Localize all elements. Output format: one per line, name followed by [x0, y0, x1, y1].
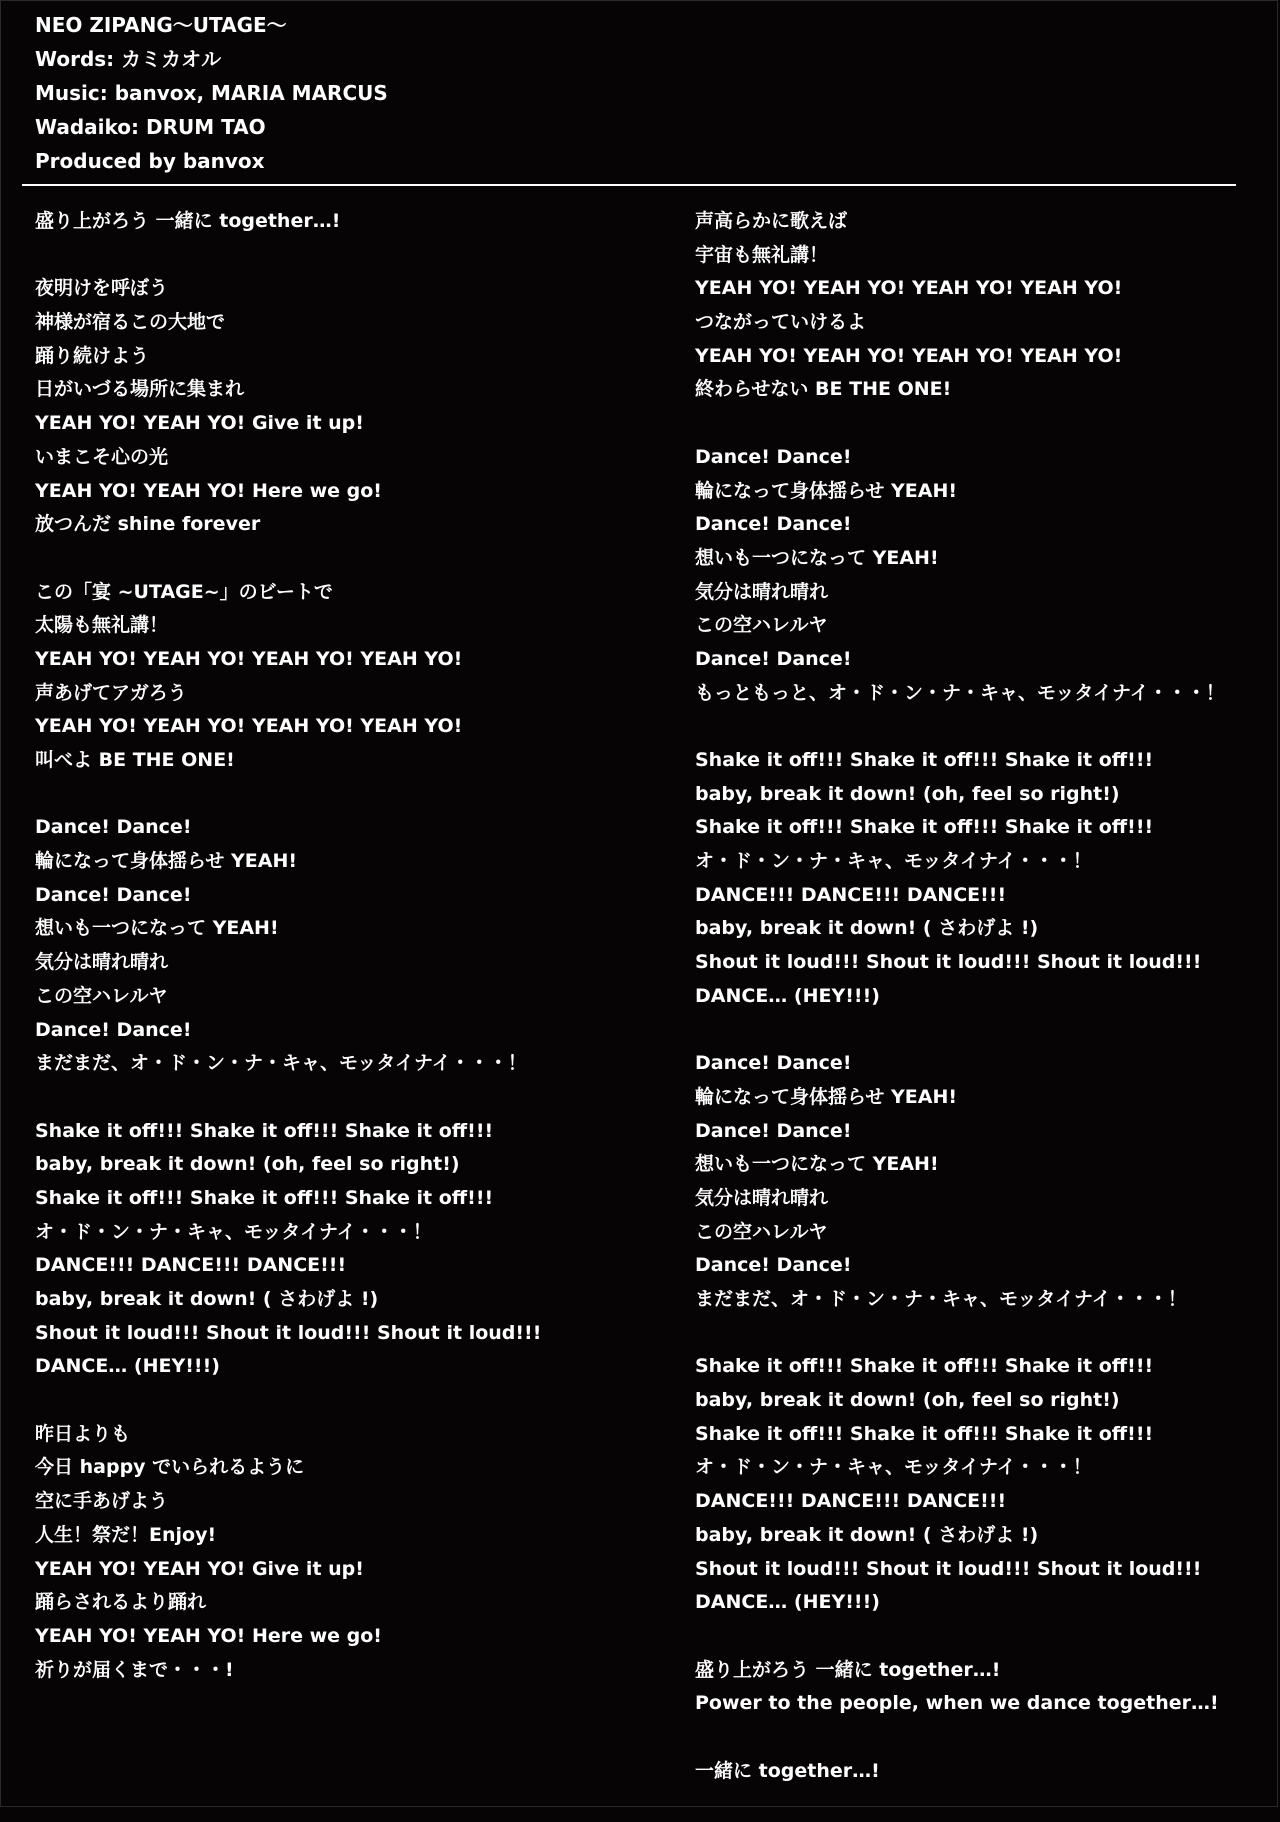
- credit-producer: Produced by banvox: [35, 149, 265, 173]
- lyric-line: DANCE!!! DANCE!!! DANCE!!!: [695, 883, 1007, 906]
- lyric-line: YEAH YO! YEAH YO! YEAH YO! YEAH YO!: [695, 344, 1123, 367]
- lyric-line: DANCE!!! DANCE!!! DANCE!!!: [35, 1254, 347, 1277]
- lyric-stanza: [695, 1654, 1225, 1721]
- lyric-line: Dance! Dance!: [695, 1254, 852, 1277]
- lyrics-column-left: [35, 205, 541, 1721]
- lyric-line: 放つんだ shine forever: [35, 513, 261, 536]
- lyric-line: 終わらせない BE THE ONE!: [695, 378, 952, 401]
- lyric-line: 踊らされるより踊れ: [35, 1591, 207, 1614]
- lyric-line: Dance! Dance!: [695, 1119, 852, 1142]
- lyric-line: 盛り上がろう 一緒に together…!: [695, 1658, 1001, 1681]
- lyric-line: baby, break it down! (oh, feel so right!): [695, 782, 1120, 805]
- lyric-line: YEAH YO! YEAH YO! YEAH YO! YEAH YO!: [35, 647, 463, 670]
- lyric-line: DANCE!!! DANCE!!! DANCE!!!: [695, 1490, 1007, 1513]
- lyric-line: 太陽も無礼講！: [35, 614, 169, 637]
- lyric-line: 気分は晴れ晴れ: [695, 1186, 829, 1209]
- lyric-line: YEAH YO! YEAH YO! Here we go!: [35, 479, 382, 502]
- lyric-stanza: [35, 205, 541, 239]
- lyric-line: Shake it off!!! Shake it off!!! Shake it off!!!: [695, 1422, 1154, 1445]
- lyric-line: いまこそ心の光: [35, 445, 169, 468]
- lyric-stanza: [695, 1047, 1225, 1317]
- lyric-stanza: [35, 272, 541, 542]
- lyric-line: Shake it off!!! Shake it off!!! Shake it off!!!: [695, 1355, 1154, 1378]
- lyric-line: もっともっと、オ・ド・ン・ナ・キャ、モッタイナイ・・・！: [695, 681, 1225, 704]
- lyric-line: 盛り上がろう 一緒に together…!: [35, 210, 341, 232]
- lyric-line: Dance! Dance!: [35, 1018, 192, 1041]
- lyric-line: Shake it off!!! Shake it off!!! Shake it off!!!: [695, 749, 1154, 771]
- lyric-line: オ・ド・ン・ナ・キャ、モッタイナイ・・・！: [695, 1456, 1092, 1479]
- lyric-line: YEAH YO! YEAH YO! Here we go!: [35, 1624, 382, 1647]
- lyric-line: baby, break it down! (oh, feel so right!): [35, 1153, 460, 1176]
- lyric-line: Shout it loud!!! Shout it loud!!! Shout it loud!!!: [35, 1321, 542, 1344]
- lyric-line: 想いも一つになって YEAH!: [695, 546, 939, 569]
- lyric-line: 今日 happy でいられるように: [35, 1456, 305, 1479]
- lyric-line: DANCE… (HEY!!!): [695, 1591, 880, 1614]
- lyric-line: YEAH YO! YEAH YO! YEAH YO! YEAH YO!: [695, 277, 1123, 300]
- lyric-line: Dance! Dance!: [35, 883, 192, 906]
- lyric-stanza: [35, 1115, 541, 1385]
- lyric-line: 気分は晴れ晴れ: [695, 580, 829, 603]
- lyric-line: Shake it off!!! Shake it off!!! Shake it off!!!: [35, 1119, 494, 1142]
- lyric-line: Dance! Dance!: [695, 445, 852, 468]
- lyric-line: この空ハレルヤ: [35, 984, 168, 1007]
- lyric-line: 気分は晴れ晴れ: [35, 951, 169, 974]
- lyric-line: 声高らかに歌えば: [695, 210, 848, 232]
- song-title: NEO ZIPANG〜UTAGE〜: [35, 13, 287, 37]
- credit-music: Music: banvox, MARIA MARCUS: [35, 81, 388, 105]
- lyric-line: Shake it off!!! Shake it off!!! Shake it off!!!: [35, 1186, 494, 1209]
- lyric-stanza: [695, 744, 1225, 1014]
- lyric-line: この空ハレルヤ: [695, 1220, 828, 1243]
- lyric-stanza: [35, 1418, 541, 1688]
- header-divider: [22, 184, 1236, 186]
- lyric-stanza: [695, 205, 1225, 407]
- lyric-line: 夜明けを呼ぼう: [35, 277, 169, 300]
- lyric-line: オ・ド・ン・ナ・キャ、モッタイナイ・・・！: [35, 1220, 432, 1243]
- lyric-line: YEAH YO! YEAH YO! Give it up!: [35, 412, 364, 435]
- song-credits: [35, 8, 388, 178]
- lyric-line: 想いも一つになって YEAH!: [35, 917, 279, 940]
- lyric-line: この「宴 ~UTAGE~」のビートで: [35, 580, 333, 603]
- lyric-line: 想いも一つになって YEAH!: [695, 1153, 939, 1176]
- lyric-line: DANCE… (HEY!!!): [695, 984, 880, 1007]
- lyric-line: 昨日よりも: [35, 1422, 131, 1445]
- lyric-line: オ・ド・ン・ナ・キャ、モッタイナイ・・・！: [695, 850, 1092, 873]
- credit-wadaiko: Wadaiko: DRUM TAO: [35, 115, 266, 139]
- lyric-line: Shake it off!!! Shake it off!!! Shake it off!!!: [695, 816, 1154, 839]
- lyric-line: 日がいづる場所に集まれ: [35, 378, 245, 401]
- lyric-stanza: [695, 441, 1225, 711]
- lyric-line: つながっていけるよ: [695, 311, 867, 334]
- lyric-line: baby, break it down! ( さわげよ !): [35, 1288, 379, 1310]
- lyric-line: 踊り続けよう: [35, 344, 150, 367]
- lyric-line: 輪になって身体揺らせ YEAH!: [695, 1085, 958, 1108]
- lyric-line: この空ハレルヤ: [695, 614, 828, 637]
- lyric-line: 一緒に together…!: [695, 1759, 880, 1782]
- lyrics-column-right: [695, 205, 1225, 1822]
- lyric-line: Power to the people, when we dance together…!: [695, 1692, 1219, 1715]
- lyric-line: DANCE… (HEY!!!): [35, 1355, 220, 1378]
- lyric-stanza: [695, 1755, 1225, 1789]
- lyric-line: baby, break it down! ( さわげよ !): [695, 917, 1039, 940]
- lyric-line: Dance! Dance!: [695, 1052, 852, 1075]
- lyric-line: Shout it loud!!! Shout it loud!!! Shout it loud!!!: [695, 951, 1202, 974]
- lyric-line: baby, break it down! ( さわげよ !): [695, 1523, 1039, 1546]
- lyric-line: YEAH YO! YEAH YO! YEAH YO! YEAH YO!: [35, 715, 463, 738]
- lyric-line: Dance! Dance!: [695, 647, 852, 670]
- lyric-line: 輪になって身体揺らせ YEAH!: [35, 850, 298, 873]
- lyric-line: 人生！祭だ！Enjoy!: [35, 1523, 217, 1546]
- credit-words: Words: カミカオル: [35, 47, 222, 71]
- lyric-line: 宇宙も無礼講！: [695, 243, 829, 266]
- lyric-line: 祈りが届くまで・・・!: [35, 1658, 234, 1681]
- lyric-stanza: [35, 811, 541, 1081]
- lyric-line: まだまだ、オ・ド・ン・ナ・キャ、モッタイナイ・・・！: [695, 1288, 1187, 1310]
- lyric-line: baby, break it down! (oh, feel so right!): [695, 1389, 1120, 1412]
- lyric-line: 声あげてアガろう: [35, 681, 187, 704]
- lyric-line: Dance! Dance!: [695, 513, 852, 536]
- lyric-line: YEAH YO! YEAH YO! Give it up!: [35, 1557, 364, 1580]
- lyric-line: 空に手あげよう: [35, 1490, 169, 1513]
- lyric-line: まだまだ、オ・ド・ン・ナ・キャ、モッタイナイ・・・！: [35, 1052, 527, 1075]
- lyric-line: Dance! Dance!: [35, 816, 192, 839]
- lyric-line: 神様が宿るこの大地で: [35, 311, 226, 334]
- lyric-line: Shout it loud!!! Shout it loud!!! Shout it loud!!!: [695, 1557, 1202, 1580]
- lyric-stanza: [35, 576, 541, 778]
- lyric-line: 輪になって身体揺らせ YEAH!: [695, 479, 958, 502]
- lyric-stanza: [695, 1350, 1225, 1620]
- lyric-line: 叫べよ BE THE ONE!: [35, 749, 235, 771]
